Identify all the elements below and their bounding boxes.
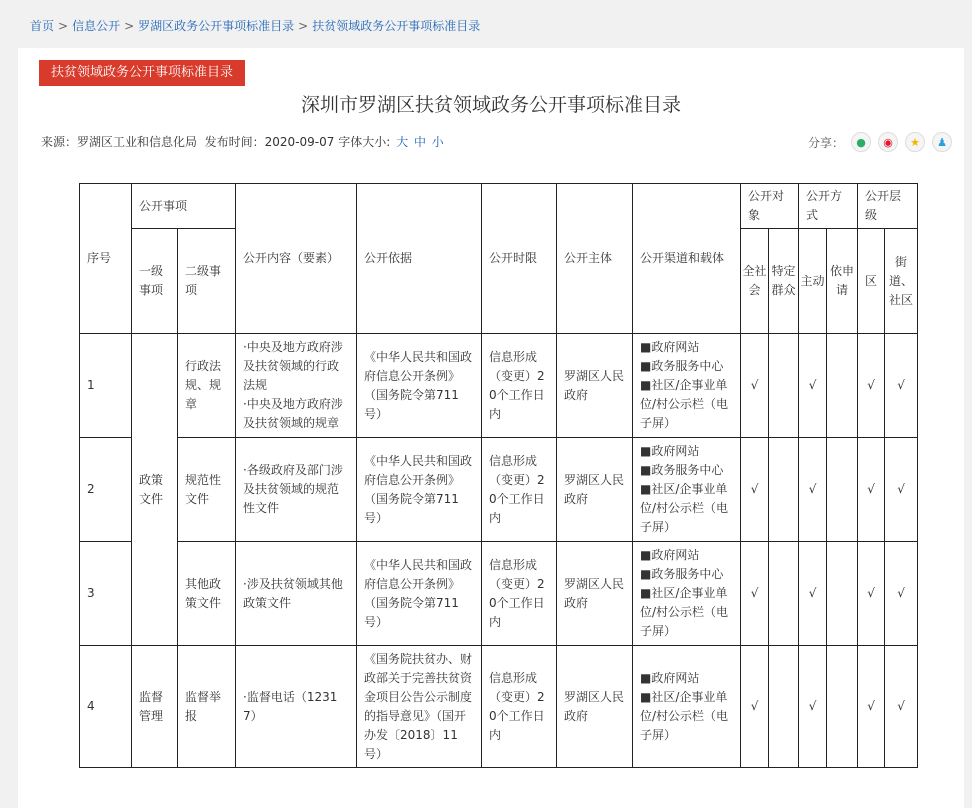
level2-cell: 监督举报 bbox=[178, 646, 236, 768]
breadcrumb bbox=[30, 17, 480, 34]
section-tag: 扶贫领域政务公开事项标准目录 bbox=[39, 60, 245, 86]
channel-cell: ■政府网站 ■政务服务中心 ■社区/企事业单位/村公示栏（电子屏） bbox=[633, 438, 741, 542]
basis-cell: 《中华人民共和国政府信息公开条例》（国务院令第711号） bbox=[357, 334, 482, 438]
header-seq: 序号 bbox=[80, 184, 132, 334]
apply-cell bbox=[827, 334, 858, 438]
content-cell: ·各级政府及部门涉及扶贫领域的规范性文件 bbox=[236, 438, 357, 542]
basis-cell: 《国务院扶贫办、财政部关于完善扶贫资金项目公告公示制度的指导意见》（国开办发〔2018〕11号） bbox=[357, 646, 482, 768]
level2-cell: 行政法规、规章 bbox=[178, 334, 236, 438]
active-cell: √ bbox=[799, 542, 827, 646]
channel-cell: ■政府网站 ■社区/企事业单位/村公示栏（电子屏） bbox=[633, 646, 741, 768]
header-item: 公开事项 bbox=[132, 184, 236, 229]
breadcrumb-home[interactable]: 首页 bbox=[30, 19, 55, 33]
table-body bbox=[80, 334, 918, 768]
header-level2: 二级事项 bbox=[178, 229, 236, 334]
active-cell: √ bbox=[799, 438, 827, 542]
page-title: 深圳市罗湖区扶贫领域政务公开事项标准目录 bbox=[300, 94, 681, 116]
table-row bbox=[80, 542, 918, 646]
street-cell: √ bbox=[885, 334, 918, 438]
article-card bbox=[18, 48, 964, 808]
qzone-icon[interactable]: ★ bbox=[905, 132, 925, 152]
district-cell: √ bbox=[858, 542, 885, 646]
seq-cell: 4 bbox=[80, 646, 132, 768]
header-target: 公开对象 bbox=[741, 184, 799, 229]
seq-cell: 1 bbox=[80, 334, 132, 438]
subject-cell: 罗湖区人民政府 bbox=[557, 334, 633, 438]
font-size-large[interactable]: 大 bbox=[396, 135, 409, 149]
header-basis: 公开依据 bbox=[357, 184, 482, 334]
header-time: 公开时限 bbox=[482, 184, 557, 334]
time-cell: 信息形成（变更）20个工作日内 bbox=[482, 542, 557, 646]
active-cell: √ bbox=[799, 334, 827, 438]
weibo-icon[interactable]: ◉ bbox=[878, 132, 898, 152]
header-subject: 公开主体 bbox=[557, 184, 633, 334]
subject-cell: 罗湖区人民政府 bbox=[557, 542, 633, 646]
source-text: 来源：罗湖区工业和信息化局 bbox=[41, 135, 198, 149]
share-label: 分享： bbox=[807, 135, 844, 150]
district-cell: √ bbox=[858, 438, 885, 542]
seq-cell: 3 bbox=[80, 542, 132, 646]
seq-cell: 2 bbox=[80, 438, 132, 542]
breadcrumb-info[interactable]: 信息公开 bbox=[72, 19, 121, 33]
header-specific: 特定群众 bbox=[769, 229, 799, 334]
header-active: 主动 bbox=[799, 229, 827, 334]
apply-cell bbox=[827, 542, 858, 646]
group-cell: 监督管理 bbox=[132, 646, 178, 768]
table-row bbox=[80, 438, 918, 542]
breadcrumb-separator: > bbox=[298, 19, 309, 33]
header-level: 公开层级 bbox=[858, 184, 918, 229]
active-cell: √ bbox=[799, 646, 827, 768]
level2-cell: 其他政策文件 bbox=[178, 542, 236, 646]
content-cell: ·中央及地方政府涉及扶贫领域的行政法规 ·中央及地方政府涉及扶贫领域的规章 bbox=[236, 334, 357, 438]
header-district: 区 bbox=[858, 229, 885, 334]
basis-cell: 《中华人民共和国政府信息公开条例》（国务院令第711号） bbox=[357, 438, 482, 542]
level2-cell: 规范性文件 bbox=[178, 438, 236, 542]
group-cell: 政策文件 bbox=[132, 334, 178, 646]
time-cell: 信息形成（变更）20个工作日内 bbox=[482, 438, 557, 542]
header-level1: 一级事项 bbox=[132, 229, 178, 334]
qq-icon[interactable]: ♟ bbox=[932, 132, 952, 152]
district-cell: √ bbox=[858, 334, 885, 438]
breadcrumb-catalog[interactable]: 罗湖区政务公开事项标准目录 bbox=[138, 19, 295, 33]
basis-cell: 《中华人民共和国政府信息公开条例》（国务院令第711号） bbox=[357, 542, 482, 646]
time-cell: 信息形成（变更）20个工作日内 bbox=[482, 646, 557, 768]
subject-cell: 罗湖区人民政府 bbox=[557, 438, 633, 542]
apply-cell bbox=[827, 438, 858, 542]
district-cell: √ bbox=[858, 646, 885, 768]
all-cell: √ bbox=[741, 438, 769, 542]
specific-cell bbox=[769, 646, 799, 768]
all-cell: √ bbox=[741, 646, 769, 768]
channel-cell: ■政府网站 ■政务服务中心 ■社区/企事业单位/村公示栏（电子屏） bbox=[633, 334, 741, 438]
breadcrumb-current[interactable]: 扶贫领域政务公开事项标准目录 bbox=[312, 19, 481, 33]
publish-date: 发布时间：2020-09-07 bbox=[204, 135, 335, 149]
font-size-label: 字体大小: bbox=[338, 135, 391, 149]
share-bar bbox=[808, 132, 952, 152]
font-size-small[interactable]: 小 bbox=[431, 135, 444, 149]
all-cell: √ bbox=[741, 542, 769, 646]
all-cell: √ bbox=[741, 334, 769, 438]
time-cell: 信息形成（变更）20个工作日内 bbox=[482, 334, 557, 438]
catalog-table bbox=[79, 183, 918, 768]
header-street: 街道、社区 bbox=[885, 229, 918, 334]
table-row bbox=[80, 334, 918, 438]
header-all: 全社会 bbox=[741, 229, 769, 334]
font-size-medium[interactable]: 中 bbox=[413, 135, 426, 149]
content-cell: ·监督电话（12317） bbox=[236, 646, 357, 768]
specific-cell bbox=[769, 542, 799, 646]
header-mode: 公开方式 bbox=[799, 184, 858, 229]
apply-cell bbox=[827, 646, 858, 768]
street-cell: √ bbox=[885, 646, 918, 768]
street-cell: √ bbox=[885, 438, 918, 542]
street-cell: √ bbox=[885, 542, 918, 646]
header-channel: 公开渠道和载体 bbox=[633, 184, 741, 334]
breadcrumb-separator: > bbox=[124, 19, 135, 33]
header-row bbox=[80, 184, 918, 229]
wechat-icon[interactable]: ● bbox=[851, 132, 871, 152]
table-row bbox=[80, 646, 918, 768]
header-content: 公开内容（要素） bbox=[236, 184, 357, 334]
channel-cell: ■政府网站 ■政务服务中心 ■社区/企事业单位/村公示栏（电子屏） bbox=[633, 542, 741, 646]
specific-cell bbox=[769, 438, 799, 542]
breadcrumb-separator: > bbox=[58, 19, 69, 33]
article-meta bbox=[41, 133, 444, 150]
header-apply: 依申请 bbox=[827, 229, 858, 334]
content-cell: ·涉及扶贫领域其他政策文件 bbox=[236, 542, 357, 646]
specific-cell bbox=[769, 334, 799, 438]
subject-cell: 罗湖区人民政府 bbox=[557, 646, 633, 768]
